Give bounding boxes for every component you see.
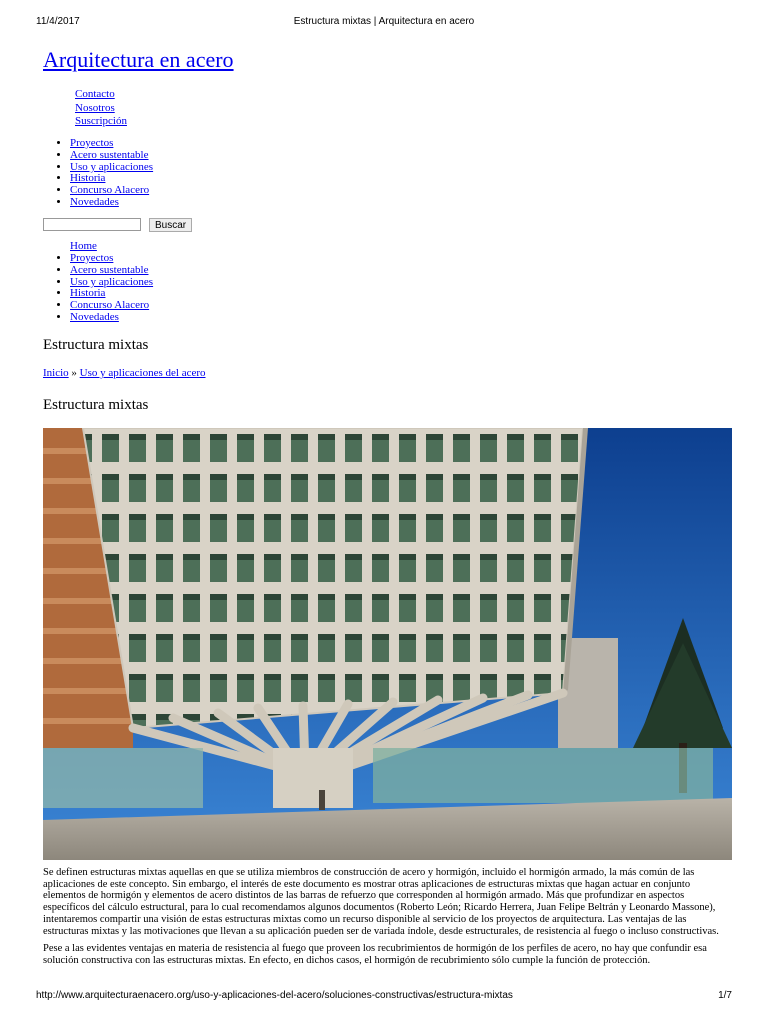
menu-nav-concurso-alacero[interactable]: Concurso Alacero [70,299,150,312]
search-input[interactable] [43,218,141,231]
primary-nav-historia[interactable]: Historia [70,172,106,185]
menu-nav-uso-aplicaciones[interactable]: Uso y aplicaciones [70,275,154,288]
menu-nav-list [70,253,153,324]
menu-nav-home[interactable]: Home [70,240,97,252]
nav-nosotros[interactable]: Nosotros [75,101,115,114]
building-photo [43,428,732,860]
site-title-link[interactable]: Arquitectura en acero [43,47,234,72]
print-page-number: 1/7 [718,990,732,1001]
breadcrumb-home[interactable]: Inicio [43,367,69,379]
print-header [36,16,732,30]
print-title: Estructura mixtas | Arquitectura en acero [293,16,475,27]
article-title: Estructura mixtas [43,397,149,413]
print-url: http://www.arquitecturaenacero.org/uso-y-aplicaciones-del-acero/soluciones-constructivas/estructura-mixtas [36,990,513,1001]
secondary-nav [75,88,127,129]
primary-nav-concurso-alacero[interactable]: Concurso Alacero [70,184,150,197]
primary-nav-acero-sustentable[interactable]: Acero sustentable [70,148,149,161]
menu-nav-acero-sustentable[interactable]: Acero sustentable [70,263,149,276]
primary-nav-novedades[interactable]: Novedades [70,195,119,208]
print-footer [36,990,732,1004]
breadcrumb [43,367,206,379]
menu-nav-proyectos[interactable]: Proyectos [70,252,114,264]
primary-nav [43,138,153,209]
primary-nav-proyectos[interactable]: Proyectos [70,137,114,149]
nav-suscripcion[interactable]: Suscripción [75,115,127,127]
menu-nav-historia[interactable]: Historia [70,287,106,300]
primary-nav-uso-aplicaciones[interactable]: Uso y aplicaciones [70,160,154,173]
article-paragraph: Pese a las evidentes ventajas en materia de resistencia al fuego que proveen los recubrimientos de hormigón de los perfiles de acero, no hay que confundir esa solución constructiva con las estructuras mixtas. En efecto, en dichos casos, el hormigón de recubrimiento sólo cumple la función de protección. [43,943,707,966]
print-date: 11/4/2017 [36,16,80,27]
nav-contacto[interactable]: Contacto [75,88,115,100]
article-paragraph: Se definen estructuras mixtas aquellas en que se utiliza miembros de construcción de acero y hormigón, incluido el hormigón armado, la más común de las aplicaciones de este concepto. Sin embargo, el interés de este documento es mostrar otras aplicaciones de estructuras mixtas que hagan actuar en conjunto elementos de hormigón y elementos de acero distintos de las barras de refuerzo que corresponden al hormigón armado. Más que profundizar en aspectos específicos del cálculo estructural, para lo cual recomendamos algunos documentos (Roberto León; Ricardo Herrera, Juan Felipe Beltrán y Leonardo Massone), intentaremos compartir una visión de estas estructuras mixtas como un recurso disponible al servicio de los proyectos de arquitectura. Las ventajas de las estructuras mixtas y las motivaciones que llevan a su aplicación pueden ser de variada índole, desde estructurales, de resistencia al fuego o incluso constructivas. [43,867,719,937]
menu-nav-novedades[interactable]: Novedades [70,310,119,323]
search-button[interactable]: Buscar [149,218,192,232]
breadcrumb-section[interactable]: Uso y aplicaciones del acero [79,367,206,379]
search-form [43,218,192,236]
article-body [43,867,732,973]
page-title: Estructura mixtas [43,337,149,353]
breadcrumb-separator: » [71,367,77,379]
